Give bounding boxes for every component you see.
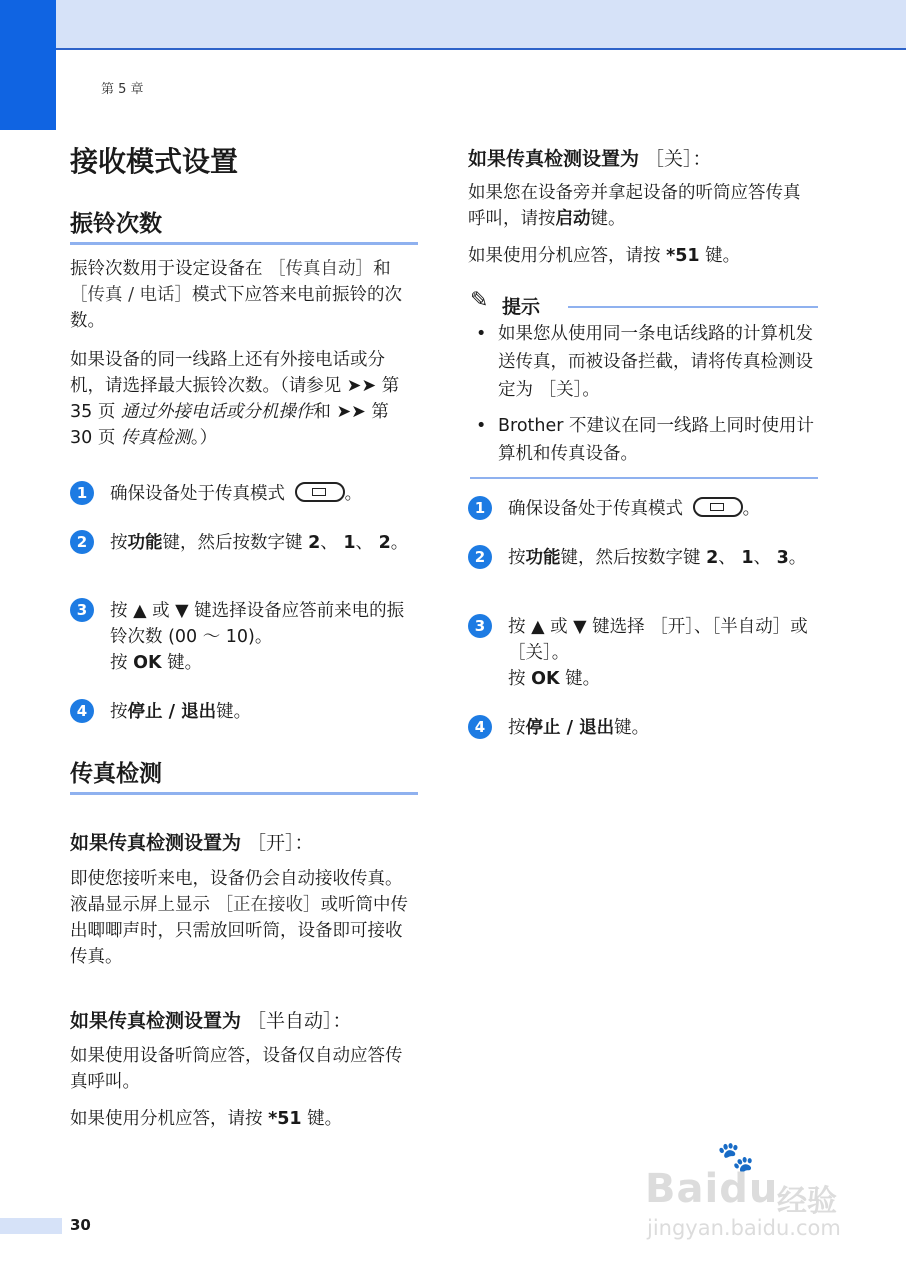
detect-semi-heading xyxy=(70,1006,352,1033)
text-run: 传真检测 xyxy=(120,428,191,448)
heading-text: 如果传真检测设置为 xyxy=(70,832,242,854)
detect-off-paragraph-2 xyxy=(468,243,813,269)
text-run: 通过外接电话或分机操作 xyxy=(120,402,314,422)
ring-paragraph-2 xyxy=(70,347,415,451)
heading-text: 如果传真检测设置为 xyxy=(70,1010,242,1032)
text-run: 确保设备处于传真模式 xyxy=(508,499,689,519)
detect-semi-paragraph-2 xyxy=(70,1106,415,1132)
text-run: ［关］ xyxy=(538,380,583,400)
page-title: 接收模式设置 xyxy=(70,145,239,178)
text-run: 如果使用设备听筒应答，设备仅自动应答传真呼叫。 xyxy=(70,1046,403,1092)
text-run: 启动 xyxy=(555,209,591,229)
text-run: ［开］、［半自动］ xyxy=(650,617,791,637)
text-run: 即使您接听来电，设备仍会自动接收传真。液晶显示屏上显示 xyxy=(70,869,403,915)
text-run: 。） xyxy=(190,428,218,448)
text-run: 2 xyxy=(378,533,391,553)
step-number: 2 xyxy=(468,545,492,569)
text-run: 键。 xyxy=(559,669,601,689)
fax-key-icon xyxy=(295,482,345,502)
text-run: ［传真自动］ xyxy=(268,259,374,279)
text-run: 键，然后按数字键 xyxy=(162,533,309,553)
text-run: 模式下应答来电前振铃的次数。 xyxy=(70,285,403,331)
text-run: 3 xyxy=(776,548,789,568)
detect-on-paragraph xyxy=(70,866,415,970)
text-run: 如果您从使用同一条电话线路的计算机发送传真，而被设备拦截，请将传真检测设定为 xyxy=(498,324,813,400)
watermark-cn: 经验 xyxy=(777,1184,837,1219)
paw-icon: 🐾 xyxy=(717,1140,755,1175)
step-text xyxy=(110,598,415,676)
text-run: 和 ➤➤ 第 30 页 xyxy=(70,402,389,448)
watermark-logo: Baidu xyxy=(645,1166,779,1212)
text-run: ［关］ xyxy=(508,643,552,663)
text-run: 2 xyxy=(706,548,719,568)
text-run: 键。 xyxy=(699,246,741,266)
step-text xyxy=(508,545,813,571)
step-number: 1 xyxy=(70,481,94,505)
section-heading-detect: 传真检测 xyxy=(70,755,418,795)
detect-on-heading xyxy=(70,828,314,855)
step-number: 3 xyxy=(70,598,94,622)
text-run: 按 xyxy=(110,702,128,722)
text-run: 确保设备处于传真模式 xyxy=(110,484,291,504)
note-text xyxy=(498,320,816,404)
text-run: 按 xyxy=(508,718,526,738)
text-run: 1 xyxy=(343,533,356,553)
text-run: 按 ▲ 或 ▼ 键选择设备应答前来电的振铃次数 (00 ～ 10)。 xyxy=(110,601,405,647)
text-run: 功能 xyxy=(127,533,163,553)
detect-off-heading xyxy=(468,144,712,171)
text-run: OK xyxy=(531,669,560,689)
note-text xyxy=(498,412,816,468)
step-text xyxy=(508,496,813,522)
text-run: 键。 xyxy=(590,209,626,229)
heading-value: ［开］： xyxy=(241,832,314,854)
note-end-rule xyxy=(470,477,818,479)
step-text xyxy=(508,614,813,692)
step-number: 3 xyxy=(468,614,492,638)
note-rule xyxy=(568,306,818,308)
step-number: 4 xyxy=(70,699,94,723)
text-run: 按 xyxy=(110,653,134,673)
text-run: 功能 xyxy=(525,548,561,568)
text-run: 。 xyxy=(344,484,363,504)
text-run: 停止 / 退出 xyxy=(525,718,615,738)
text-run: 或 xyxy=(790,617,808,637)
step-number: 2 xyxy=(70,530,94,554)
text-run: 停止 / 退出 xyxy=(127,702,217,722)
text-run: 如果使用分机应答，请按 xyxy=(70,1109,269,1129)
detect-off-paragraph-1 xyxy=(468,180,813,232)
step-number: 4 xyxy=(468,715,492,739)
note-title: 提示 xyxy=(502,296,541,318)
text-run: 按 xyxy=(508,548,526,568)
text-run: 键。 xyxy=(614,718,650,738)
note-header xyxy=(470,288,818,316)
bullet-dot: • xyxy=(476,324,487,344)
baidu-watermark xyxy=(645,1140,855,1250)
text-run: 2 xyxy=(308,533,321,553)
text-run: 和 xyxy=(373,259,391,279)
heading-value: ［半自动］： xyxy=(241,1010,352,1032)
ring-paragraph-1 xyxy=(70,256,415,334)
text-run: 1 xyxy=(741,548,754,568)
section-heading-ring: 振铃次数 xyxy=(70,205,418,245)
footer-bar xyxy=(0,1218,62,1234)
step-text xyxy=(508,715,813,741)
text-run: *51 xyxy=(268,1109,302,1129)
text-run: 。 xyxy=(551,643,570,663)
text-run: 键。 xyxy=(216,702,252,722)
text-run: 。 xyxy=(742,499,761,519)
text-run: 、 xyxy=(753,548,777,568)
text-run: 、 xyxy=(718,548,742,568)
text-run: ［正在接收］ xyxy=(215,895,321,915)
step-text xyxy=(110,699,415,725)
heading-value: ［关］： xyxy=(639,148,712,170)
text-run: *51 xyxy=(666,246,700,266)
text-run: 按 ▲ 或 ▼ 键选择 xyxy=(508,617,651,637)
text-run: 、 xyxy=(355,533,379,553)
step-text xyxy=(110,530,415,556)
text-run: OK xyxy=(133,653,162,673)
header-band xyxy=(0,0,906,50)
text-run: 如果您在设备旁并拿起设备的听筒应答传真呼叫，请按 xyxy=(468,183,801,229)
step-number: 1 xyxy=(468,496,492,520)
chapter-side-tab xyxy=(0,0,56,130)
text-run: ［传真 / 电话］ xyxy=(70,285,193,305)
heading-text: 如果传真检测设置为 xyxy=(468,148,640,170)
page-number: 30 xyxy=(70,1216,91,1234)
text-run: 键。 xyxy=(161,653,203,673)
text-run: Brother 不建议在同一线路上同时使用计算机和传真设备。 xyxy=(498,416,814,464)
text-run: 、 xyxy=(320,533,344,553)
pencil-note-icon: ✎ xyxy=(470,288,489,313)
text-run: 按 xyxy=(110,533,128,553)
text-run: 振铃次数用于设定设备在 xyxy=(70,259,269,279)
watermark-url: jingyan.baidu.com xyxy=(647,1216,841,1240)
text-run: 。 xyxy=(788,548,807,568)
text-run: 如果设备的同一线路上还有外接电话或分机，请选择最大振铃次数。（请参见 ➤➤ 第 35 页 xyxy=(70,350,400,422)
text-run: 键，然后按数字键 xyxy=(560,548,707,568)
step-text xyxy=(110,481,415,507)
text-run: 如果使用分机应答，请按 xyxy=(468,246,667,266)
bullet-dot: • xyxy=(476,416,487,436)
text-run: 。 xyxy=(390,533,409,553)
text-run: 按 xyxy=(508,669,532,689)
chapter-label: 第 5 章 xyxy=(101,82,144,97)
text-run: 键。 xyxy=(301,1109,343,1129)
text-run: 或听筒中传出唧唧声时，只需放回听筒，设备即可接收传真。 xyxy=(70,895,409,967)
text-run: 。 xyxy=(582,380,600,400)
fax-key-icon xyxy=(693,497,743,517)
detect-semi-paragraph-1 xyxy=(70,1043,415,1095)
